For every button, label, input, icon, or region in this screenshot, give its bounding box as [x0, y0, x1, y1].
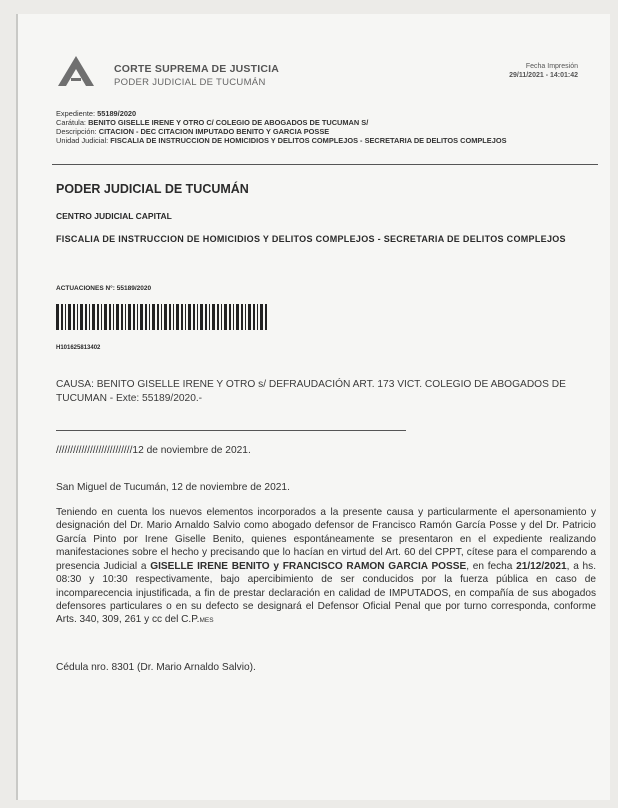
- header-divider: [52, 164, 598, 165]
- court-subtitle: PODER JUDICIAL DE TUCUMÁN: [114, 77, 266, 88]
- meta-expediente: Expediente: 55189/2020: [56, 109, 137, 118]
- centro-judicial: CENTRO JUDICIAL CAPITAL: [56, 211, 172, 221]
- barcode-icon: [56, 304, 268, 330]
- court-logo-icon: [56, 54, 96, 88]
- causa-text: CAUSA: BENITO GISELLE IRENE Y OTRO s/ DEFRAUDACIÓN ART. 173 VICT. COLEGIO DE ABOGADOS DE TUCUMAN - Exte: 55189/2020.-: [56, 379, 566, 404]
- date-line: ///////////////////////////12 de noviembre de 2021.: [56, 445, 251, 456]
- body-paragraph: Teniendo en cuenta los nuevos elementos incorporados a la presente causa y particularmente el apersonamiento y designación del Dr. Mario Arnaldo Salvio como abogado defensor de Francisco Ramón García Posse y del Dr. Patricio García Pinto por Irene Giselle Benito, quienes espontáneamente se presentaron en el expediente realizando manifestaciones sobre el hecho y precisando que lo hacían en virtud del Art. 60 del CPPT, cítese para el comparendo a presencia Judicial a GISELLE IRENE BENITO y FRANCISCO RAMON GARCIA POSSE, en fecha 21/12/2021, a hs. 08:30 y 10:30 respectivamente, bajo apercibimiento de ser conducidos por la fuerza pública en caso de incomparecencia injustificada, a fin de prestar declaración en calidad de IMPUTADOS, en compañía de sus abogados defensores particulares o en su defecto se designará el Defensor Oficial Penal que por turno corresponda, conforme Arts. 340, 309, 261 y cc del C.P.MES: [56, 507, 597, 626]
- document-page: [18, 14, 610, 800]
- cedula-line: Cédula nro. 8301 (Dr. Mario Arnaldo Salvio).: [56, 662, 256, 673]
- meta-caratula: Carátula: BENITO GISELLE IRENE Y OTRO C/ COLEGIO DE ABOGADOS DE TUCUMAN S/: [56, 118, 369, 127]
- actuaciones-number: ACTUACIONES N°: 55189/2020: [56, 285, 152, 292]
- barcode-number: H101625813402: [56, 345, 101, 351]
- meta-unidad: Unidad Judicial: FISCALIA DE INSTRUCCION DE HOMICIDIOS Y DELITOS COMPLEJOS - SECRETARIA DE DELITOS COMPLEJOS: [56, 136, 507, 145]
- signature-line: [56, 430, 406, 431]
- print-date-label: Fecha Impresión: [525, 63, 578, 70]
- meta-descripcion: Descripción: CITACION - DEC CITACION IMPUTADO BENITO Y GARCIA POSSE: [56, 127, 330, 136]
- print-date-value: 29/11/2021 - 14:01:42: [509, 72, 578, 79]
- fiscalia-heading: FISCALIA DE INSTRUCCION DE HOMICIDIOS Y DELITOS COMPLEJOS - SECRETARIA DE DELITOS COMPLEJOS: [56, 234, 566, 244]
- document-title: PODER JUDICIAL DE TUCUMÁN: [56, 182, 249, 196]
- court-name: CORTE SUPREMA DE JUSTICIA: [114, 63, 280, 75]
- place-date: San Miguel de Tucumán, 12 de noviembre de 2021.: [56, 482, 290, 493]
